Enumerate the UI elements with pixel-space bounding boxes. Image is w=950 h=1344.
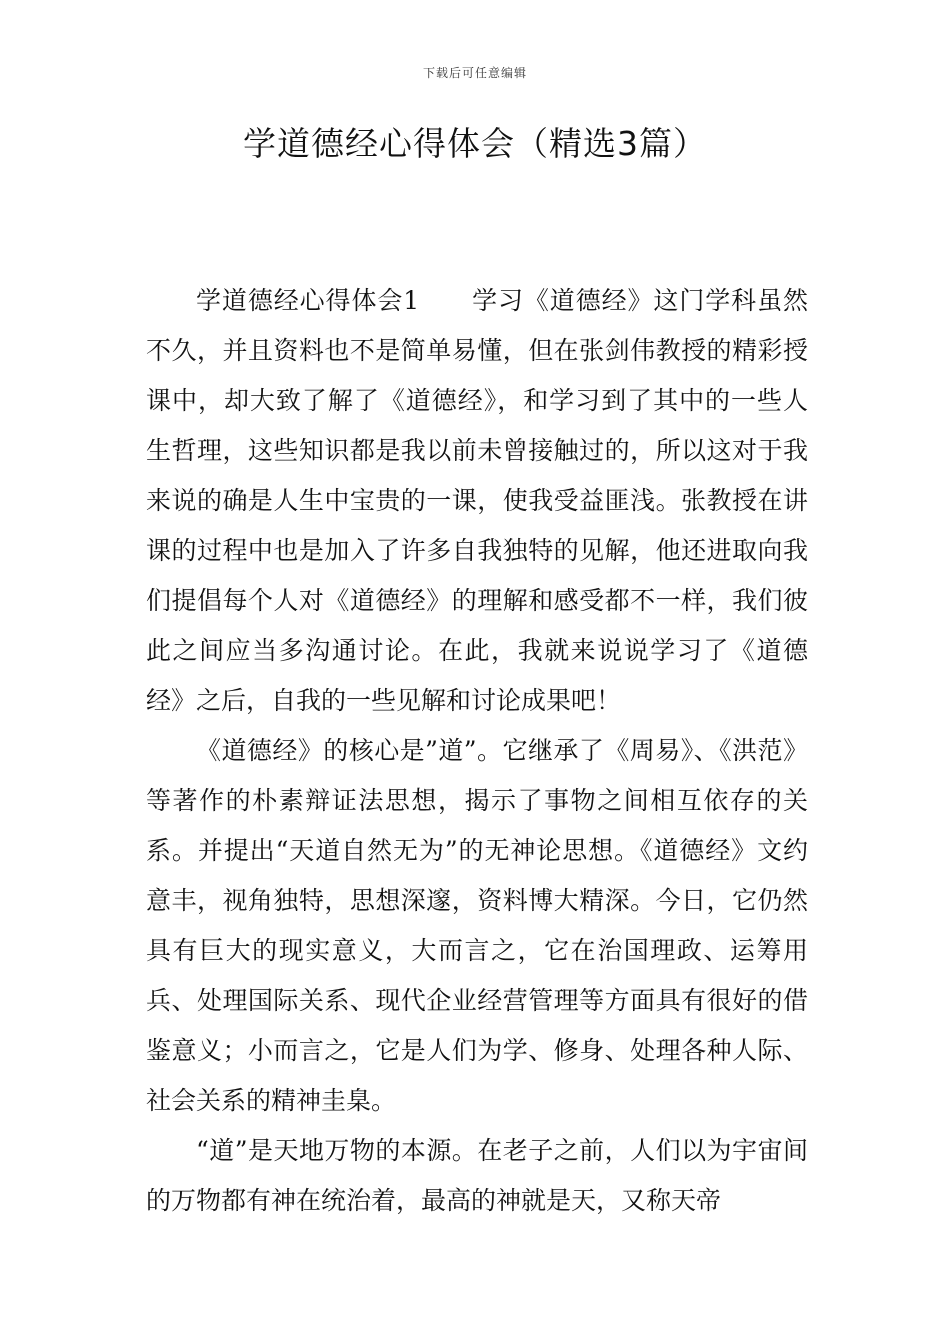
paragraph-1	[146, 276, 808, 726]
document-body	[146, 276, 808, 1226]
paragraph-2	[146, 726, 808, 1126]
paragraph-text: 《道德经》的核心是”道”。它继承了《周易》、《洪范》等著作的朴素辩证法思想，揭示了事物之间相互依存的关系。并提出“天道自然无为”的无神论思想。《道德经》文约意丰，视角独特，思想深邃，资料博大精深。今日，它仍然具有巨大的现实意义，大而言之，它在治国理政、运筹用兵、处理国际关系、现代企业经营管理等方面具有很好的借鉴意义；小而言之，它是人们为学、修身、处理各种人际、社会关系的精神圭臬。	[146, 736, 808, 1115]
paragraph-heading: 学道德经心得体会1	[196, 286, 420, 315]
document-title: 学道德经心得体会（精选3篇）	[243, 124, 707, 163]
paragraph-text: 学习《道德经》这门学科虽然不久，并且资料也不是简单易懂，但在张剑伟教授的精彩授课中，却大致了解了《道德经》，和学习到了其中的一些人生哲理，这些知识都是我以前未曾接触过的，所以这对于我来说的确是人生中宝贵的一课，使我受益匪浅。张教授在讲课的过程中也是加入了许多自我独特的见解，他还进取向我们提倡每个人对《道德经》的理解和感受都不一样，我们彼此之间应当多沟通讨论。在此，我就来说说学习了《道德经》之后，自我的一些见解和讨论成果吧！	[146, 286, 808, 715]
header-note: 下载后可任意编辑	[422, 66, 527, 80]
paragraph-3	[146, 1126, 808, 1226]
paragraph-text: “道”是天地万物的本源。在老子之前，人们以为宇宙间的万物都有神在统治着，最高的神就是天，又称天帝	[146, 1136, 808, 1215]
